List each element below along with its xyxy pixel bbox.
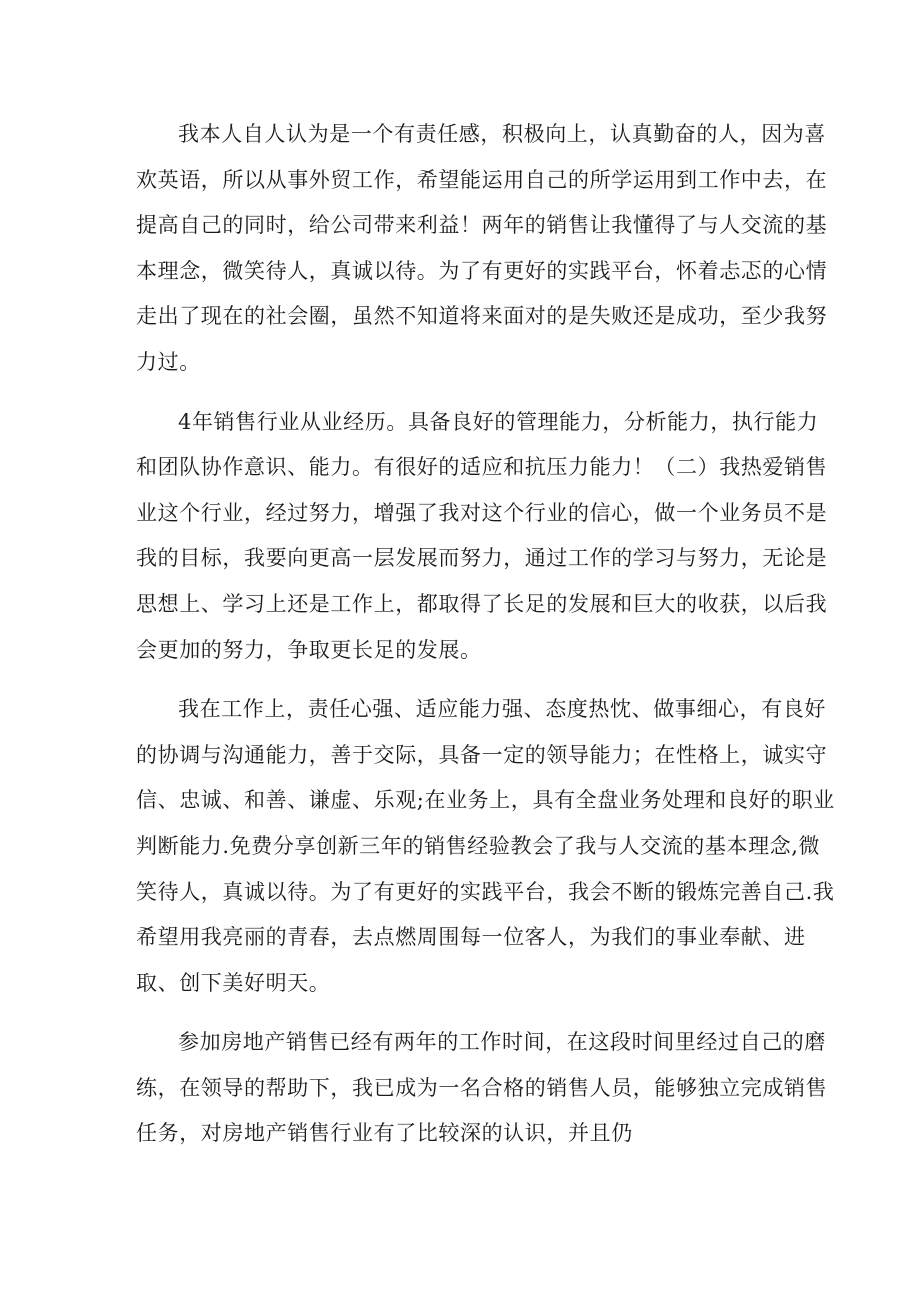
paragraph-work-attitude (136, 687, 835, 1006)
text-line: 我在工作上，责任心强、适应能力强、态度热忱、做事细心，有良好 (178, 697, 826, 722)
text-line: 会更加的努力，争取更长足的发展。 (136, 637, 482, 662)
text-line: 欢英语，所以从事外贸工作，希望能运用自己的所学运用到工作中去，在 (136, 167, 828, 192)
text-line: 希望用我亮丽的青春，去点燃周围每一位客人，为我们的事业奉献、进 (136, 925, 806, 950)
text-line: 信、忠诚、和善、谦虚、乐观;在业务上，具有全盘业务处理和良好的职业 (136, 788, 835, 813)
text-line: 判断能力.免费分享创新三年的销售经验教会了我与人交流的基本理念,微 (136, 833, 821, 858)
paragraph-self-introduction (136, 112, 828, 386)
text-line: 力过。 (136, 349, 201, 374)
text-line: 的协调与沟通能力，善于交际，具备一定的领导能力；在性格上，诚实守 (136, 742, 828, 767)
text-line: 和团队协作意识、能力。有很好的适应和抗压力能力！（二）我热爱销售 (136, 455, 828, 480)
text-line: 笑待人，真诚以待。为了有更好的实践平台，我会不断的锻炼完善自己.我 (136, 879, 835, 904)
text-line: 任务，对房地产销售行业有了比较深的认识，并且仍 (136, 1121, 633, 1146)
paragraph-sales-experience (136, 400, 828, 674)
text-line: 参加房地产销售已经有两年的工作时间，在这段时间里经过自己的磨 (178, 1030, 826, 1055)
text-line: 本理念，微笑待人，真诚以待。为了有更好的实践平台，怀着忐忑的心情 (136, 258, 828, 283)
text-line: 我的目标，我要向更高一层发展而努力，通过工作的学习与努力，无论是 (136, 546, 828, 571)
text-line: 提高自己的同时，给公司带来利益！两年的销售让我懂得了与人交流的基 (136, 213, 828, 238)
paragraph-real-estate-sales (136, 1020, 828, 1157)
document-body (136, 112, 835, 1171)
text-line: 我本人自人认为是一个有责任感，积极向上，认真勤奋的人，因为喜 (178, 122, 826, 146)
text-line: 走出了现在的社会圈，虽然不知道将来面对的是失败还是成功，至少我努 (136, 304, 828, 329)
text-line: 业这个行业，经过努力，增强了我对这个行业的信心，做一个业务员不是 (136, 500, 828, 525)
text-line: 练，在领导的帮助下，我已成为一名合格的销售人员，能够独立完成销售 (136, 1075, 828, 1100)
text-line: 思想上、学习上还是工作上，都取得了长足的发展和巨大的收获，以后我 (136, 591, 828, 616)
text-line: 取、创下美好明天。 (136, 970, 331, 995)
text-line: 4年销售行业从业经历。具备良好的管理能力，分析能力，执行能力 (178, 409, 819, 434)
